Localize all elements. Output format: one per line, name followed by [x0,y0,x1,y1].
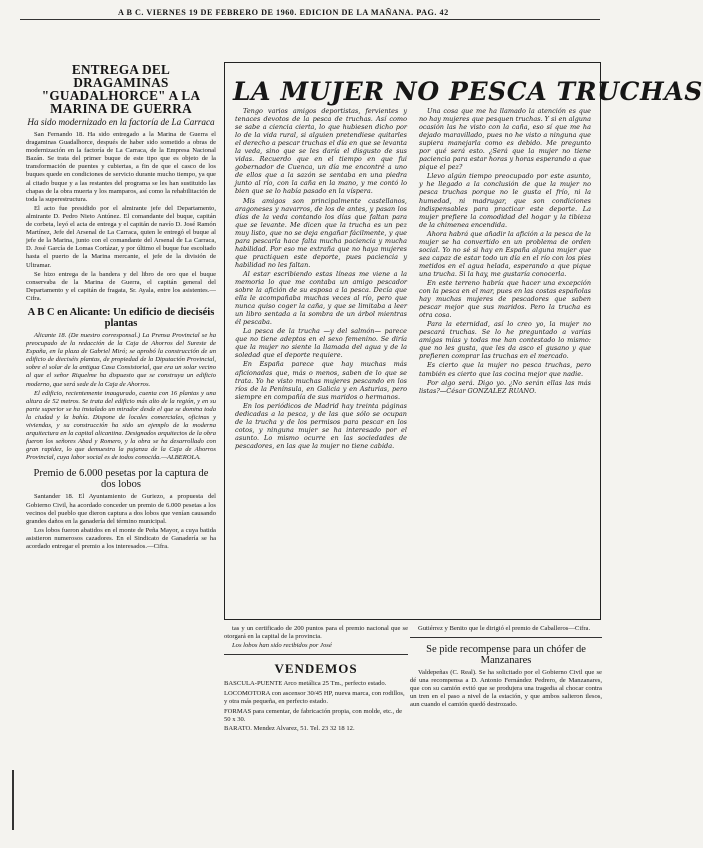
alicante-paragraph: Alicante 18. (De nuestro corresponsal.) La Prensa Provincial se ha preocupado de la redacción de la Caja de Ahorros del Sureste de España, en la plaza de Gabriel Miró; se aprobó la construcción de un edificio de dieciséis plantas, de propiedad de la Diputación Provincial, sobre el solar de la antigua Casa Consistorial, que era un solar vecino al que el señor Riquelme ha dispuesto que se construya un edificio moderno, que será sede de la Caja de Ahorros. [26,331,216,388]
feature-paragraph: Para la eternidad, así lo creo yo, la mujer no pescará truchas. Se lo he preguntado a varias amigas mías y todas me han contestado lo mismo: que no les gusta, que les da asco el gusano y que prefieren comprar las truchas en el mercado. [419,320,591,361]
feature-paragraph: La pesca de la trucha —y del salmón— parece que no tiene adeptos en el sexo femenino. Se diría que la mujer no siente la llamada del agua y de la soledad que el deporte requiere. [235,327,407,360]
feature-right-column [419,107,591,615]
feature-paragraph: Tengo varios amigos deportistas, fervientes y tenaces devotos de la pesca de truchas. Así como se sabe a ciencia cierta, lo que hubiesen dicho por lo de la vida rural, si alguien pretendiese quitarles el derecho a pescar truchas el día en que se levanta la veda, sino que se les daría el disgusto de sus vidas. Recuerdo que en el tiempo en que fui gobernador de Cuenca, un día me encontré a uno de ellos que a la sazón se sentaba en una piedra junto al río, con la caña en la mano, y me contó lo bien que se lo había pasado en la víspera. [235,107,407,196]
page-header: A B C. VIERNES 19 DE FEBRERO DE 1960. EDICION DE LA MAÑANA. PAG. 42 [118,8,449,17]
feature-paragraph: Es cierto que la mujer no pesca truchas, pero también es cierto que las cocina mejor que nadie. [419,361,591,378]
dragaminas-paragraph: El acto fue presidido por el almirante jefe del Departamento, almirante D. Pedro Nieto Antúnez. El comandante del buque, capitán de corbeta, leyó el acta de entrega y el capitán de navío D. José Ramón Martínez, Jefe del Arsenal de La Carraca, quien le entregó el buque al jefe de la Marina, junto con el comandante del Arsenal de La Carraca, D. José García de Lomas Cortázar, y por último el buque fue escoltado hasta el puerto de la Marina mercante, el jefe de la división de Ultramar. [26,204,216,269]
alicante-headline: A B C en Alicante: Un edificio de dieciséis plantas [27,306,215,329]
lobos-paragraph: Los lobos fueron abatidos en el monte de Peña Mayor, a cuya batida asistieron numerosos cazadores. En el Sindicato de Ganadería se ha acordado entregar el premio a los interesados.—Cifra. [26,526,216,551]
classified-ad: FORMAS para cementar, de fabricación propia, con molde, etc., de 50 x 30. [224,707,403,723]
lobos-headline: Premio de 6.000 pesetas por la captura de dos lobos [33,468,209,491]
left-column [26,60,216,840]
dragaminas-paragraph: Se hizo entrega de la bandera y del libro de oro que el buque conservaba de la Marina de Guerra, el capitán general del Departamento y el capitán de fragata, Sr. Ayala, entre los asistentes.—Cifra. [26,270,216,302]
classified-ad: BASCULA-PUENTE Arco metálica 25 Tm., perfecto estado. [224,680,387,688]
column-rule [224,654,408,655]
dragaminas-paragraph: San Fernando 18. Ha sido entregado a la Marina de Guerra el dragaminas Guadalhorce, después de haber sido sometido a obras de modernización en la factoría de La Carraca, de la Empresa Nacional Bazán. Se trata del primer buque de este tipo que es objeto de la transformación de puentes y cubiertas, a fin de que el casco de los buques quede en condiciones de servicio durante mucho tiempo, ya que al citado buque y a las restantes del programa se les han sustituido las chapas de la obra muerta y los mamparos, así como la rehabilitación de toda la superestructura. [26,131,216,203]
feature-article-box [224,62,703,620]
feature-paragraph: Ahora habrá que añadir la afición a la pesca de la mujer se ha convertido en un problema de orden social. Yo no sé si hay en España alguna mujer que sea capaz de estar todo un día en el río con los pies metidos en el agua helada, esperando a que pique una trucha. Si la hay, me gustaría conocerla. [419,229,591,278]
margin-mark [12,770,28,830]
feature-paragraph: Una cosa que me ha llamado la atención es que no hay mujeres que pesquen truchas. Y si en alguna ocasión las he visto con la caña, eso sí que me ha dejado maravillado, pues no he visto a ninguna que supiera manejarla como es debido. Me pregunto por qué será esto. ¿Será que la mujer no tiene paciencia para estar horas y horas esperando a que pique el pez? [419,107,591,172]
classified-ad: LOCOMOTORA con ascensor 30/45 HP, nueva marca, con rodillos, y otra más pequeña, en perfecto estado. [224,689,405,706]
dragaminas-headline: ENTREGA DEL DRAGAMINAS "GUADALHORCE" A LA MARINA DE GUERRA [41,62,201,116]
dragaminas-subhead: Ha sido modernizado en la factoría de La Carraca [27,117,215,127]
continued-paragraph: Gutiérrez y Benito que le dirigió el premio de Caballeros—Cifra. [418,625,591,632]
continued-paragraph: tas y un certificado de 200 puntos para el premio nacional que se otorgará en la capital de la provincia. [224,625,408,641]
bottom-right-column [410,625,602,840]
chofer-paragraph: Valdepeñas (C. Real). Se ha solicitado por el Gobierno Civil que se dé una recompensa a D. Antonio Fernández Pedrero, de Manzanares, que con su camión evitó que se produjera una tragedia al chocar contra un tren en el paso a nivel de la estación, y que ambos salieron ilesos, aun cuando el camión quedó destrozado. [410,669,602,709]
continued-paragraph: Los lobos han sido recibidos por José [232,642,332,650]
alicante-paragraph: El edificio, recientemente inaugurado, cuenta con 16 plantas y una altura de 52 metros. Se trata del edificio más alto de la región, y en su parte superior se ha instalado un mirador desde el que se domina toda la ciudad y la bahía. Dispone de locales comerciales, oficinas y viviendas, y su construcción ha sido un ejemplo de la moderna arquitectura en la capital alicantina. Designados arquitectos de la obra fueron los señores Abad y Romero, y la obra se ha desarrollado con gran rapidez, lo que demuestra la pujanza de la Caja de Ahorros Provincial, cuya labor social es de todos conocida.—ALBEROLA. [26,389,216,462]
column-rule [410,637,602,638]
chofer-headline: Se pide recompense para un chófer de Manzanares [426,644,586,667]
feature-signature: Por algo será. Digo yo. ¿No serán ellas las más listas?—César GONZALEZ RUANO. [419,378,591,395]
feature-paragraph: En España parece que hay muchas más aficionadas que, más o menos, saben de lo que se trata. Yo he visto muchas mujeres pescando en los ríos de la Península, en Galicia y en Asturias, pero siempre en compañía de sus maridos o hermanos. [235,360,407,401]
feature-paragraph: En este terreno habría que hacer una excepción con la pesca en el mar, pues en las costas españolas hay muchas mujeres de pescadores que saben pescar mejor que sus maridos. Pero la trucha es otra cosa. [419,278,591,320]
feature-paragraph: Llevo algún tiempo preocupado por este asunto, y he llegado a la conclusión de que la mujer no pesca truchas porque no le gusta el frío, ni la humedad, ni madrugar, que son condiciones indispensables para practicar este deporte. La mujer prefiere la comodidad del hogar y la tibieza de la chimenea encendida. [419,172,591,229]
feature-paragraph: Al estar escribiendo estas líneas me viene a la memoria lo que me contaba un amigo pescador sobre la afición de su esposa a la pesca. Decía que ella le acompañaba muchas veces al río, pero que nunca quiso coger la caña, y que se limitaba a leer un libro sentada a la sombra de un árbol mientras él pescaba. [235,269,407,327]
feature-paragraph: Mis amigos son principalmente castellanos, aragoneses y navarros, de los de antes, y pasan los días de la veda contando los días que faltan para que se levante. Me dicen que la trucha es un pez muy listo, que no se deja engañar fácilmente, y que para pescarla hace falta mucha paciencia y mucha habilidad. Por eso me extraña que no haya mujeres que practiquen este deporte, pues paciencia y habilidad no les faltan. [235,196,407,269]
lobos-paragraph: Santander 18. El Ayuntamiento de Guriezo, a propuesta del Gobierno Civil, ha acordado conceder un premio de 6.000 pesetas a los vecinos del pueblo que dieron captura a dos lobos que venían causando grandes daños en la ganadería del término municipal. [26,493,216,525]
header-rule [20,19,600,20]
feature-title: LA MUJER NO PESCA TRUCHAS [233,77,703,106]
classified-ad: BARATO. Mendez Alvarez, 51. Tel. 23 32 18 12. [224,725,355,733]
feature-left-column [235,107,407,615]
feature-body [235,107,591,615]
bottom-middle-column [224,625,408,840]
classified-heading: VENDEMOS [274,661,358,677]
feature-paragraph: En los periódicos de Madrid hay treinta páginas dedicadas a la pesca, y de las que sólo se ocupan de la trucha y de los permisos para pescar en los cotos, y ninguna mujer se ha interesado por el asunto. Lo mismo ocurre en las sociedades de pescadores, en las que la mujer no tiene cabida. [235,401,407,450]
